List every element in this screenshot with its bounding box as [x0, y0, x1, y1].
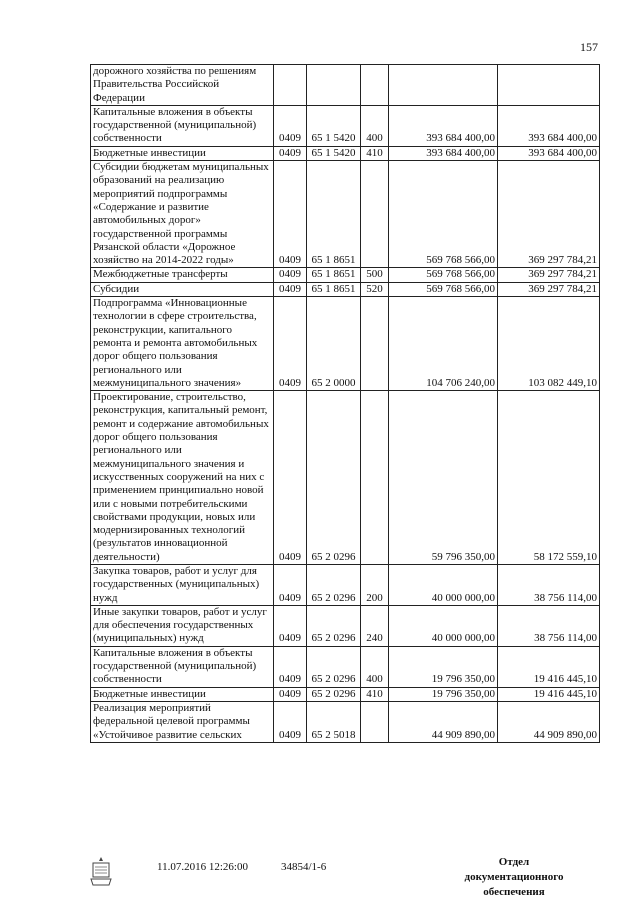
cell-section: 0409 [274, 564, 307, 605]
table-row [91, 65, 600, 106]
footer [0, 855, 640, 898]
cell-expense-type: 520 [361, 282, 389, 296]
cell-expense-type: 400 [361, 646, 389, 687]
cell-description: Закупка товаров, работ и услуг для государственных (муниципальных) нужд [91, 564, 274, 605]
cell-description: Подпрограмма «Инновационные технологии в сфере строительства, реконструкции, капитального ремонта и ремонта автомобильных дорог общего пользования регионального или межмуниципального значения» [91, 297, 274, 391]
cell-description: Бюджетные инвестиции [91, 687, 274, 701]
table-row [91, 268, 600, 282]
table-row [91, 282, 600, 296]
table-row [91, 564, 600, 605]
cell-amount-executed: 393 684 400,00 [498, 146, 600, 160]
cell-target-code: 65 2 0296 [307, 564, 361, 605]
cell-amount-executed: 38 756 114,00 [498, 564, 600, 605]
cell-section: 0409 [274, 268, 307, 282]
cell-expense-type [361, 391, 389, 565]
cell-description: Бюджетные инвестиции [91, 146, 274, 160]
table-row [91, 646, 600, 687]
table-row [91, 105, 600, 146]
cell-amount-executed: 369 297 784,21 [498, 268, 600, 282]
cell-description: Капитальные вложения в объекты государственной (муниципальной) собственности [91, 105, 274, 146]
cell-amount-approved: 104 706 240,00 [389, 297, 498, 391]
cell-amount-approved: 40 000 000,00 [389, 564, 498, 605]
cell-section: 0409 [274, 391, 307, 565]
cell-amount-executed: 44 909 890,00 [498, 701, 600, 742]
cell-target-code: 65 1 8651 [307, 282, 361, 296]
cell-expense-type [361, 297, 389, 391]
cell-target-code: 65 1 5420 [307, 146, 361, 160]
cell-amount-approved: 19 796 350,00 [389, 646, 498, 687]
cell-amount-approved: 44 909 890,00 [389, 701, 498, 742]
cell-amount-approved: 19 796 350,00 [389, 687, 498, 701]
cell-target-code: 65 1 8651 [307, 161, 361, 268]
cell-description: Капитальные вложения в объекты государственной (муниципальной) собственности [91, 646, 274, 687]
cell-expense-type: 410 [361, 146, 389, 160]
cell-section: 0409 [274, 687, 307, 701]
cell-amount-executed: 103 082 449,10 [498, 297, 600, 391]
cell-amount-approved: 569 768 566,00 [389, 282, 498, 296]
table-row [91, 687, 600, 701]
cell-target-code: 65 2 0296 [307, 391, 361, 565]
cell-amount-executed: 58 172 559,10 [498, 391, 600, 565]
cell-description: Межбюджетные трансферты [91, 268, 274, 282]
cell-expense-type: 500 [361, 268, 389, 282]
cell-amount-approved: 59 796 350,00 [389, 391, 498, 565]
cell-section: 0409 [274, 282, 307, 296]
cell-target-code: 65 2 0296 [307, 646, 361, 687]
cell-section [274, 65, 307, 106]
cell-target-code: 65 2 5018 [307, 701, 361, 742]
cell-description: Иные закупки товаров, работ и услуг для обеспечения государственных (муниципальных) нужд [91, 605, 274, 646]
cell-expense-type: 410 [361, 687, 389, 701]
cell-amount-executed: 19 416 445,10 [498, 646, 600, 687]
department-line-1: Отдел документационного [464, 856, 564, 883]
table-row [91, 391, 600, 565]
cell-amount-approved: 40 000 000,00 [389, 605, 498, 646]
table-row [91, 605, 600, 646]
cell-target-code: 65 2 0296 [307, 605, 361, 646]
department-stamp [449, 855, 579, 900]
cell-expense-type: 240 [361, 605, 389, 646]
page-number: 157 [580, 40, 598, 54]
cell-section: 0409 [274, 646, 307, 687]
department-line-2: обеспечения [483, 886, 545, 898]
cell-description: Субсидии [91, 282, 274, 296]
cell-target-code: 65 1 8651 [307, 268, 361, 282]
cell-description: Проектирование, строительство, реконструкция, капитальный ремонт, ремонт и содержание автомобильных дорог общего пользования регионального или межмуниципального значения и искусственных сооружений на них с применением принципиально новой или с новыми потребительскими свойствами продукции, новых или модернизированных технологий (результатов инновационной деятельности) [91, 391, 274, 565]
cell-target-code: 65 1 5420 [307, 105, 361, 146]
cell-section: 0409 [274, 146, 307, 160]
cell-expense-type [361, 65, 389, 106]
table-body [91, 65, 600, 743]
cell-amount-approved: 569 768 566,00 [389, 268, 498, 282]
cell-target-code: 65 2 0296 [307, 687, 361, 701]
table-row [91, 297, 600, 391]
budget-table [90, 64, 600, 743]
cell-section: 0409 [274, 297, 307, 391]
cell-expense-type: 400 [361, 105, 389, 146]
footer-timestamp: 11.07.2016 12:26:00 [157, 861, 248, 873]
cell-section: 0409 [274, 605, 307, 646]
cell-description: Реализация мероприятий федеральной целевой программы «Устойчивое развитие сельских [91, 701, 274, 742]
cell-amount-executed: 369 297 784,21 [498, 161, 600, 268]
cell-amount-executed: 38 756 114,00 [498, 605, 600, 646]
footer-doc-id: 34854/1-6 [281, 861, 327, 873]
table-row [91, 701, 600, 742]
cell-amount-executed: 369 297 784,21 [498, 282, 600, 296]
cell-amount-approved: 393 684 400,00 [389, 105, 498, 146]
cell-section: 0409 [274, 105, 307, 146]
emblem-stamp-icon [87, 855, 115, 887]
cell-expense-type [361, 161, 389, 268]
cell-amount-executed [498, 65, 600, 106]
cell-target-code [307, 65, 361, 106]
cell-amount-approved [389, 65, 498, 106]
cell-section: 0409 [274, 161, 307, 268]
cell-expense-type [361, 701, 389, 742]
table-row [91, 146, 600, 160]
cell-description: Субсидии бюджетам муниципальных образований на реализацию мероприятий подпрограммы «Содержание и развитие автомобильных дорог» государственной программы Рязанской области «Дорожное хозяйство на 2014-2022 годы» [91, 161, 274, 268]
cell-target-code: 65 2 0000 [307, 297, 361, 391]
cell-expense-type: 200 [361, 564, 389, 605]
cell-amount-executed: 19 416 445,10 [498, 687, 600, 701]
cell-amount-approved: 569 768 566,00 [389, 161, 498, 268]
cell-amount-approved: 393 684 400,00 [389, 146, 498, 160]
table-row [91, 161, 600, 268]
cell-section: 0409 [274, 701, 307, 742]
cell-amount-executed: 393 684 400,00 [498, 105, 600, 146]
cell-description: дорожного хозяйства по решениям Правительства Российской Федерации [91, 65, 274, 106]
